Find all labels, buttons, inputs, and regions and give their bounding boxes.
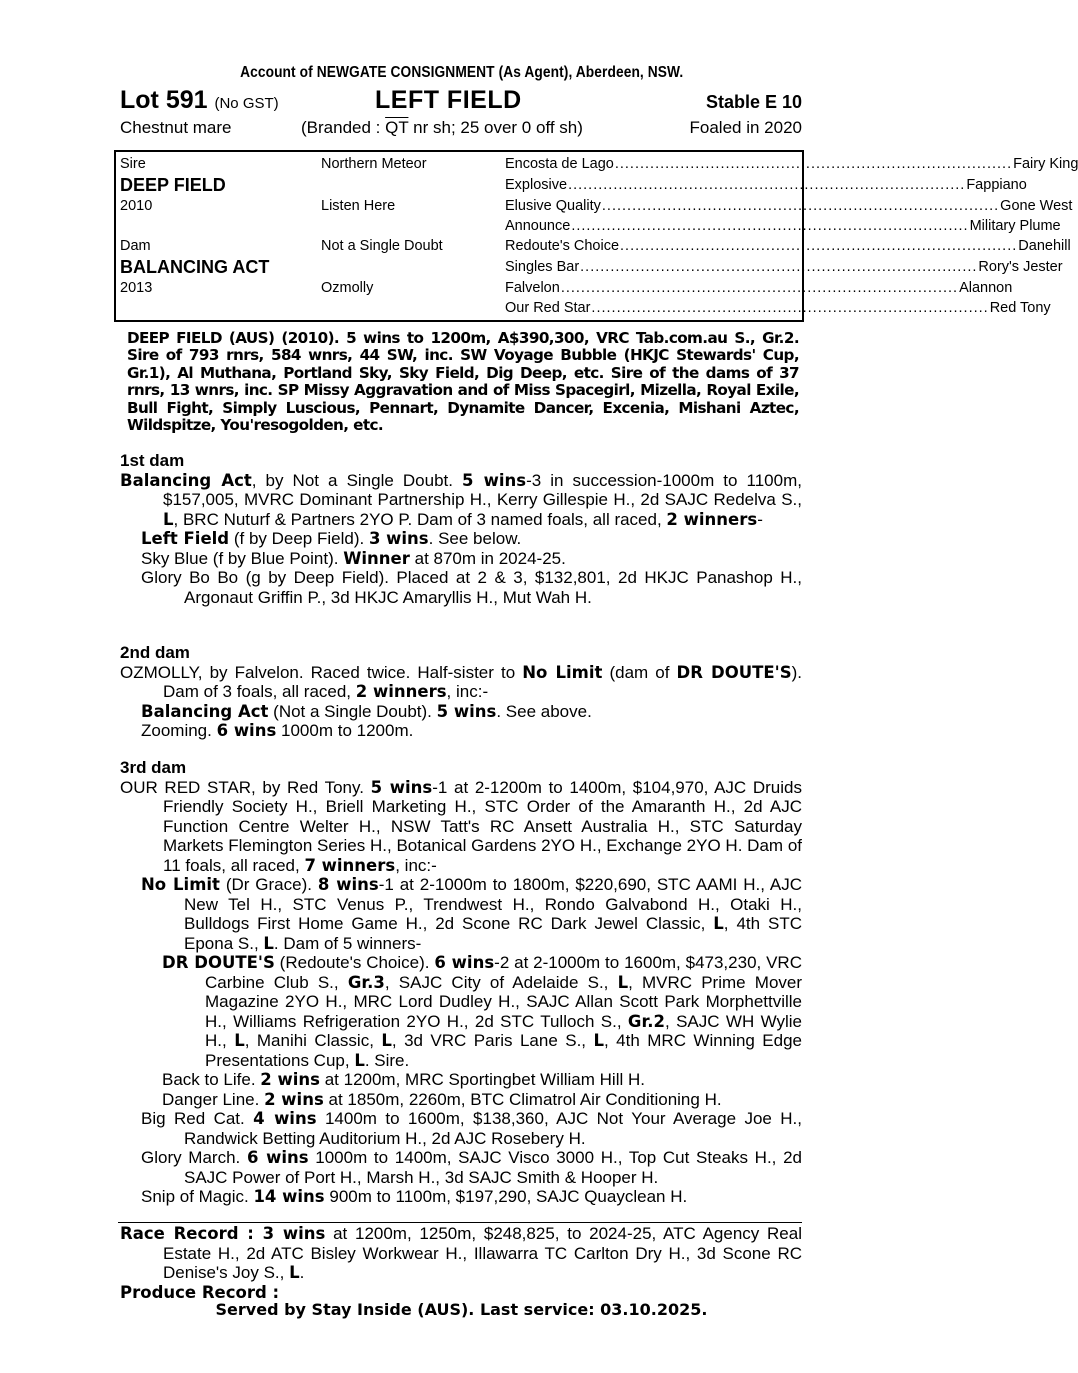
first-dam-section (120, 451, 802, 607)
ancestor-row: Explosive ............................................................................... Fappiano (505, 177, 1027, 193)
brand-description: (Branded : $\overline{QT}$ nr sh; 25 over 0 off sh) (301, 118, 583, 137)
ancestor-row: Elusive Quality ............................................................................... Gone West (505, 198, 1073, 214)
dam-label: Dam (120, 238, 151, 254)
dam-entry: OUR RED STAR, by Red Tony. 5 wins-1 at 2-1200m to 1400m, $104,970, AJC Druids Friendly Society H., Briell Marketing H., STC Order of the Amaranth H., 2d AJC Function Centre Welter H., NSW Tatt's RC Ansett Australia H., STC Saturday Markets Flemington Series H., Botanical Gardens 2YO H., Exchange 2YO H. Dam of 11 foals, all raced, 7 winners, inc:- (120, 777, 802, 875)
sire-sire: Northern Meteor (321, 156, 427, 172)
foal-entry: Zooming. 6 wins 1000m to 1200m. (141, 721, 414, 740)
sire-dam: Listen Here (321, 198, 396, 214)
section-heading: 2nd dam (120, 643, 190, 662)
ancestor-row: Our Red Star ............................................................................... Red Tony (505, 300, 1051, 316)
divider (118, 1222, 802, 1223)
foal-entry: Left Field (f by Deep Field). 3 wins. See below. (141, 529, 522, 548)
stable-location: Stable E 10 (705, 92, 802, 112)
ancestor-row: Singles Bar ............................................................................... Rory's Jester (505, 259, 1063, 275)
dam-entry: OZMOLLY, by Falvelon. Raced twice. Half-sister to No Limit (dam of DR DOUTE'S). Dam of 3 foals, all raced, 2 winners, inc:- (120, 662, 802, 701)
foal-entry: DR DOUTE'S (Redoute's Choice). 6 wins-2 at 2-1000m to 1600m, $473,230, VRC Carbine Club S., Gr.3, SAJC City of Adelaide S., L, MVRC Prime Mover Magazine 2YO H., MRC Lord Dudley H., SAJC Allan Scott Park Morphettville H., Williams Refrigeration 2YO H., 2d STC Tulloch S., Gr.2, SAJC WH Wylie H., L, Manihi Classic, L, 3d VRC Paris Lane S., L, 4th MRC Winning Edge Presentations Cup, L. Sire. (162, 953, 803, 1070)
ancestor-row: Announce ............................................................................... Military Plume (505, 218, 1061, 234)
service-note: Served by Stay Inside (AUS). Last service: 03.10.2025. (215, 1300, 708, 1319)
foal-entry: Back to Life. 2 wins at 1200m, MRC Sportingbet William Hill H. (162, 1070, 645, 1089)
sire-summary: DEEP FIELD (AUS) (2010). 5 wins to 1200m, A$390,300, VRC Tab.com.au S., Gr.2. Sire of 793 rnrs, 584 wnrs, 44 SW, inc. SW Voyage Bubble (HKJC Stewards' Cup, Gr.1), Al Muthana, Portland Sky, Sky Field, Dig Deep, etc. Sire of the dams of 37 rnrs, 13 wnrs, inc. SP Missy Aggravation and of Miss Spacegirl, Mizella, Royal Exile, Bull Fight, Simply Luscious, Pennart, Dynamite Dancer, Excenia, Mishani Aztec, Wildspitze, You'resogolden, etc. (127, 329, 799, 435)
sire-year: 2010 (120, 198, 153, 214)
dam-name: BALANCING ACT (120, 257, 270, 277)
foal-entry: Glory March. 6 wins 1000m to 1400m, SAJC Visco 3000 H., Top Cut Steaks H., 2d SAJC Power of Port H., Marsh H., 3d SAJC Smith & Hooper H. (141, 1148, 802, 1187)
horse-details (120, 118, 802, 140)
foal-entry: Snip of Magic. 14 wins 900m to 1100m, $197,290, SAJC Quayclean H. (141, 1187, 688, 1206)
foal-entry: Glory Bo Bo (g by Deep Field). Placed at 2 & 3, $132,801, 2d HKJC Panashop H., Argonaut Griffin P., 3d HKJC Amaryllis H., Mut Wah H. (141, 568, 802, 607)
sire-label: Sire (120, 156, 146, 172)
foal-entry: Balancing Act (Not a Single Doubt). 5 wins. See above. (141, 701, 592, 721)
section-heading: 3rd dam (120, 758, 187, 777)
horse-sex: Chestnut mare (120, 118, 232, 137)
foaled-year: Foaled in 2020 (689, 118, 802, 137)
ancestor-row: Falvelon ............................................................................... Alannon (505, 280, 1013, 296)
dam-dam: Ozmolly (321, 280, 374, 296)
race-record: Race Record : 3 wins at 1200m, 1250m, $248,825, to 2024-25, ATC Agency Real Estate H., 2d ATC Bisley Workwear H., Illawarra TC Carlton Dry H., 3d Scone RC Denise's Joy S., L. (120, 1224, 802, 1282)
consignor-line: Account of NEWGATE CONSIGNMENT (As Agent), Aberdeen, NSW. (239, 64, 684, 81)
section-heading: 1st dam (120, 451, 185, 470)
race-record-section (120, 1224, 802, 1302)
dam-sire: Not a Single Doubt (321, 238, 443, 254)
dam-year: 2013 (120, 280, 153, 296)
foal-entry: Sky Blue (f by Blue Point). Winner at 870m in 2024-25. (141, 548, 566, 568)
gst-note: (No GST) (214, 95, 279, 112)
brand-mark: $\overline{QT}$ (385, 118, 409, 137)
dam-entry: Balancing Act, by Not a Single Doubt. 5 wins-3 in succession-1000m to 1100m, $157,005, MVRC Dominant Partnership H., Kerry Gillespie H., 2d SAJC Redelva S., L, BRC Nuturf & Partners 2YO P. Dam of 3 named foals, all raced, 2 winners- (120, 470, 802, 529)
foal-entry: Big Red Cat. 4 wins 1400m to 1600m, $138,360, AJC Not Your Average Joe H., Randwick Betting Auditorium H., 2d AJC Rosebery H. (141, 1109, 802, 1148)
sire-name: DEEP FIELD (120, 175, 226, 195)
second-dam-section (120, 643, 802, 741)
third-dam-section (120, 758, 802, 1207)
ancestor-row: Encosta de Lago ............................................................................... Fairy King (505, 156, 1078, 172)
pedigree-table (114, 150, 1078, 322)
foal-entry: Danger Line. 2 wins at 1850m, 2260m, BTC Climatrol Air Conditioning H. (162, 1089, 722, 1109)
ancestor-row: Redoute's Choice ............................................................................... Danehill (505, 238, 1071, 254)
horse-name: LEFT FIELD (375, 86, 522, 114)
produce-record: Produce Record : (120, 1282, 280, 1302)
lot-number: Lot 591 (No GST) (120, 86, 279, 114)
foal-entry: No Limit (Dr Grace). 8 wins-1 at 2-1000m to 1800m, $220,690, STC AAMI H., AJC New Tel H., STC Venus P., Trendwest H., Rondo Galvabond H., Otaki H., Bulldogs First Home Game H., 2d Scone RC Dark Jewel Classic, L, 4th STC Epona S., L. Dam of 5 winners- (141, 875, 802, 953)
lot-header (120, 86, 802, 118)
